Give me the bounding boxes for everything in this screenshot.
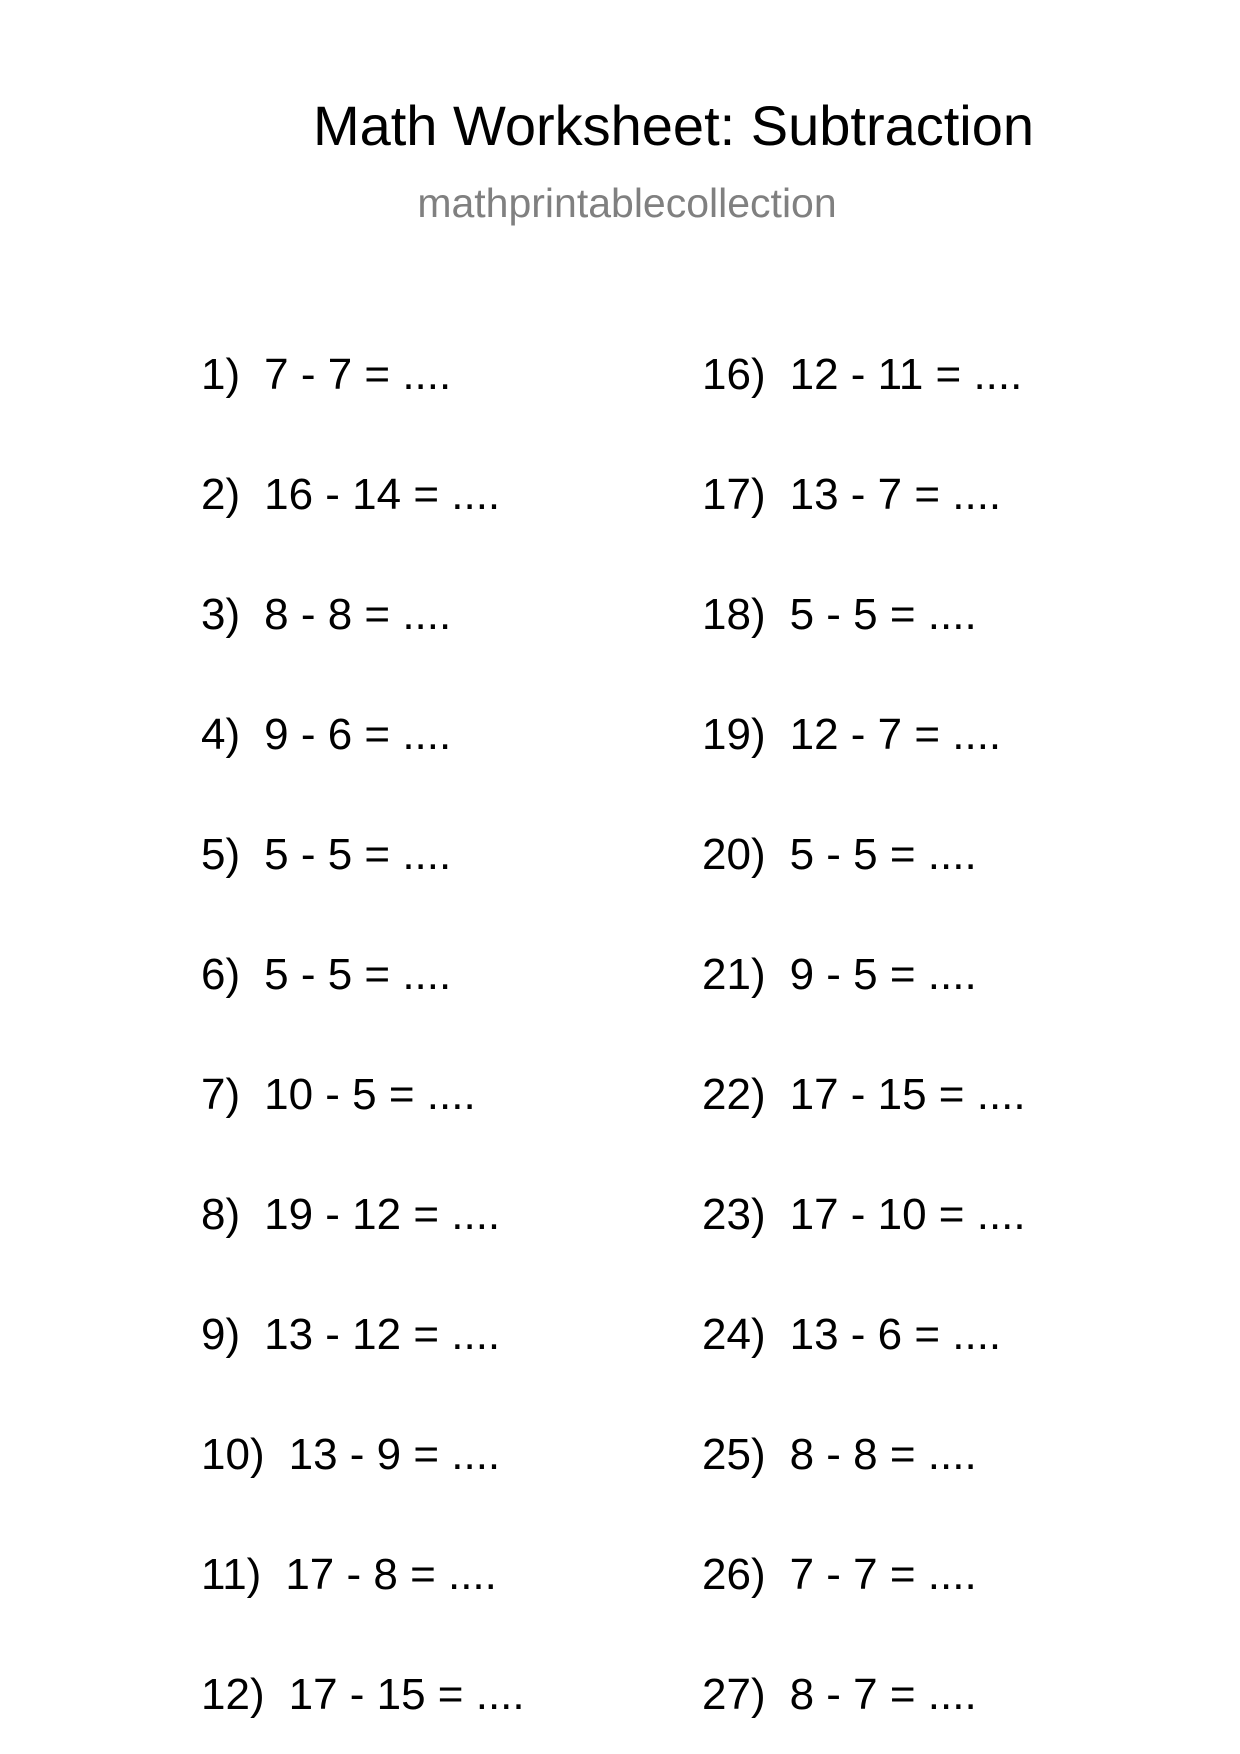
- problem-expression: 17 - 15 = ....: [789, 1070, 1026, 1119]
- problem-item: [702, 1430, 977, 1479]
- problem-number: 16): [702, 350, 766, 399]
- problem-item: [201, 1310, 501, 1359]
- problem-number: 22): [702, 1070, 766, 1119]
- problem-item: [702, 1070, 1026, 1119]
- problem-item: [201, 350, 452, 399]
- problem-expression: 16 - 14 = ....: [264, 470, 501, 519]
- problem-expression: 17 - 8 = ....: [285, 1550, 497, 1599]
- problem-expression: 7 - 7 = ....: [264, 350, 452, 399]
- problem-number: 7): [201, 1070, 241, 1119]
- problem-expression: 13 - 6 = ....: [789, 1310, 1002, 1359]
- problem-number: 17): [702, 470, 766, 519]
- problem-number: 27): [702, 1670, 766, 1719]
- problem-expression: 5 - 5 = ....: [789, 830, 977, 879]
- problem-number: 24): [702, 1310, 766, 1359]
- problem-item: [201, 1550, 497, 1599]
- problem-item: [702, 1310, 1002, 1359]
- problem-item: [702, 1670, 977, 1719]
- problem-expression: 5 - 5 = ....: [264, 950, 452, 999]
- problem-expression: 19 - 12 = ....: [264, 1190, 501, 1239]
- problem-item: [201, 1670, 525, 1719]
- problem-number: 5): [201, 830, 241, 879]
- problem-expression: 8 - 7 = ....: [789, 1670, 977, 1719]
- problem-item: [702, 950, 977, 999]
- problem-number: 11): [201, 1550, 262, 1599]
- problem-item: [702, 1550, 977, 1599]
- problem-item: [201, 1430, 501, 1479]
- problem-number: 19): [702, 710, 766, 759]
- problem-expression: 8 - 8 = ....: [789, 1430, 977, 1479]
- problem-number: 26): [702, 1550, 766, 1599]
- problem-item: [702, 830, 977, 879]
- problem-number: 10): [201, 1430, 265, 1479]
- problem-number: 1): [201, 350, 241, 399]
- problem-number: 8): [201, 1190, 241, 1239]
- problem-expression: 5 - 5 = ....: [264, 830, 452, 879]
- problem-expression: 17 - 10 = ....: [789, 1190, 1026, 1239]
- problem-number: 6): [201, 950, 241, 999]
- problem-item: [702, 350, 1023, 399]
- problem-expression: 12 - 11 = ....: [789, 350, 1023, 399]
- page-subtitle: mathprintablecollection: [417, 180, 837, 226]
- problem-item: [201, 1190, 501, 1239]
- problem-number: 21): [702, 950, 766, 999]
- problem-expression: 9 - 5 = ....: [789, 950, 977, 999]
- problem-expression: 10 - 5 = ....: [264, 1070, 476, 1119]
- problem-expression: 5 - 5 = ....: [789, 590, 977, 639]
- page-title: Math Worksheet: Subtraction: [312, 94, 1035, 157]
- problem-expression: 8 - 8 = ....: [264, 590, 452, 639]
- problem-expression: 9 - 6 = ....: [264, 710, 452, 759]
- problem-number: 9): [201, 1310, 241, 1359]
- problem-item: [702, 470, 1002, 519]
- problem-expression: 7 - 7 = ....: [789, 1550, 977, 1599]
- problem-item: [201, 830, 452, 879]
- problem-number: 3): [201, 590, 241, 639]
- problem-item: [702, 590, 977, 639]
- problem-item: [702, 1190, 1026, 1239]
- problem-expression: 13 - 9 = ....: [288, 1430, 501, 1479]
- problem-item: [201, 1070, 476, 1119]
- problem-number: 12): [201, 1670, 265, 1719]
- problem-expression: 17 - 15 = ....: [288, 1670, 525, 1719]
- problem-item: [702, 710, 1002, 759]
- problem-expression: 12 - 7 = ....: [789, 710, 1002, 759]
- problem-expression: 13 - 7 = ....: [789, 470, 1002, 519]
- problem-number: 2): [201, 470, 241, 519]
- problem-item: [201, 590, 452, 639]
- problem-number: 23): [702, 1190, 766, 1239]
- problem-expression: 13 - 12 = ....: [264, 1310, 501, 1359]
- problem-number: 25): [702, 1430, 766, 1479]
- problem-item: [201, 950, 452, 999]
- problem-number: 4): [201, 710, 241, 759]
- problem-item: [201, 470, 501, 519]
- problem-item: [201, 710, 452, 759]
- problem-number: 18): [702, 590, 766, 639]
- problem-number: 20): [702, 830, 766, 879]
